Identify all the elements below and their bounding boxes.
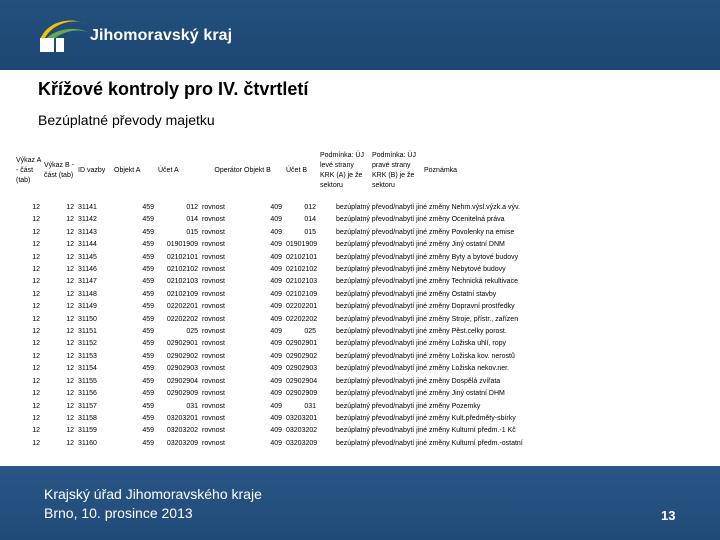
table-cell: 03203209 (166, 439, 198, 447)
table-cell: 02202202 (286, 315, 318, 323)
table-cell-note: bezúplatný převod/nabytí jiné změny Nebytové budovy (336, 266, 506, 274)
table-cell-note: bezúplatný převod/nabytí jiné změny Ložiska uhlí, ropy (336, 340, 507, 348)
table-row (14, 413, 704, 425)
table-cell: 459 (142, 266, 154, 274)
table-row (14, 214, 704, 226)
table-cell: 459 (142, 303, 154, 311)
table-cell: 015 (304, 228, 316, 236)
column-header: Účet B (286, 167, 308, 174)
table-cell-note: bezúplatný převod/nabytí jiné změny Povolenky na emise (336, 228, 515, 236)
table-cell-note: bezúplatný převod/nabytí jiné změny Ocenitelná práva (336, 216, 505, 224)
table-cell: 03203201 (286, 414, 318, 422)
table-row (14, 227, 704, 239)
column-header: Operátor (214, 167, 242, 174)
table-cell: 459 (142, 253, 154, 261)
table-cell: 12 (66, 439, 74, 447)
table-cell: 12 (32, 315, 40, 323)
table-cell: 31159 (78, 427, 97, 435)
table-cell: 409 (270, 377, 282, 385)
table-cell: 025 (186, 328, 198, 336)
table-cell-note: bezúplatný převod/nabytí jiné změny Kulturní předm.-1 Kč (336, 427, 516, 435)
table-cell: 02902904 (166, 377, 198, 385)
table-cell: 02902902 (286, 352, 318, 360)
table-cell: 02102102 (166, 266, 198, 274)
table-cell: 12 (32, 402, 40, 410)
table-cell: 459 (142, 290, 154, 298)
table-cell: 012 (304, 204, 316, 211)
table-cell: 409 (270, 315, 282, 323)
table-cell: 31142 (78, 216, 97, 224)
table-cell: rovnost (202, 216, 225, 224)
table-cell: 31153 (78, 352, 97, 360)
table-cell: 03203202 (286, 427, 318, 435)
table-cell: 12 (66, 315, 74, 323)
table-cell: 31152 (78, 340, 97, 348)
table-cell: 12 (66, 377, 74, 385)
table-cell: 31160 (78, 439, 97, 447)
table-cell-note: bezúplatný převod/nabytí jiné změny Byty a bytové budovy (336, 253, 519, 261)
table-cell: 12 (32, 328, 40, 336)
table-cell: 31157 (78, 402, 97, 410)
table-cell: 12 (32, 204, 40, 211)
table-row (14, 202, 704, 214)
table-cell: rovnost (202, 340, 225, 348)
table-cell: 12 (32, 303, 40, 311)
column-header: ID vazby (78, 167, 106, 174)
table-cell: 12 (66, 390, 74, 398)
table-cell: 459 (142, 241, 154, 249)
table-cell: 459 (142, 228, 154, 236)
table-cell: 459 (142, 352, 154, 360)
table-cell: 12 (32, 352, 40, 360)
table-cell: 31143 (78, 228, 97, 236)
table-cell: 409 (270, 390, 282, 398)
table-cell: 12 (32, 365, 40, 373)
table-cell: 31145 (78, 253, 97, 261)
table-cell: 459 (142, 278, 154, 286)
table-cell: 31154 (78, 365, 97, 373)
table-cell: 409 (270, 303, 282, 311)
table-cell: 02902909 (166, 390, 198, 398)
table-cell: 02102109 (286, 290, 318, 298)
table-cell: 02902901 (286, 340, 318, 348)
table-cell: 459 (142, 414, 154, 422)
column-header: Výkaz A - část (tab) (16, 157, 41, 184)
table-cell: 02202201 (166, 303, 198, 311)
table-cell: 014 (186, 216, 198, 224)
table-cell: rovnost (202, 290, 225, 298)
slide-subtitle: Bezúplatné převody majetku (38, 112, 215, 128)
column-header: Podmínka: ÚJ levé strany KRK (A) je že sektoru (320, 152, 364, 189)
table-cell-note: bezúplatný převod/nabytí jiné změny Stroje, přístr., zařízen (336, 315, 519, 323)
table-cell: 459 (142, 328, 154, 336)
table-row (14, 425, 704, 437)
table-cell: 12 (32, 290, 40, 298)
table-cell: 31156 (78, 390, 97, 398)
table-row (14, 351, 704, 363)
table-cell: rovnost (202, 439, 225, 447)
footer-bar (0, 466, 720, 540)
table-cell: 409 (270, 241, 282, 249)
table-cell: 02902903 (166, 365, 198, 373)
table-cell: 12 (32, 390, 40, 398)
table-cell: 12 (66, 414, 74, 422)
table-cell-note: bezúplatný převod/nabytí jiné změny Pozemky (336, 402, 481, 410)
table-cell: 12 (66, 328, 74, 336)
table-cell: 409 (270, 204, 282, 211)
table-cell: 12 (32, 427, 40, 435)
table-cell: 12 (32, 216, 40, 224)
table-cell: 02102109 (166, 290, 198, 298)
table-cell: 02902904 (286, 377, 318, 385)
column-header: Objekt B (244, 167, 271, 174)
column-header: Objekt A (114, 167, 141, 174)
footer-office: Krajský úřad Jihomoravského kraje (44, 486, 262, 502)
table-cell: 02102101 (286, 253, 318, 261)
table-cell: 12 (32, 340, 40, 348)
table-cell: 03203202 (166, 427, 198, 435)
table-row (14, 301, 704, 313)
table-cell: 409 (270, 228, 282, 236)
table-cell: 015 (186, 228, 198, 236)
table-cell: 459 (142, 427, 154, 435)
table-cell: 031 (304, 402, 316, 410)
table-cell: 31148 (78, 290, 97, 298)
table-cell: 03203209 (286, 439, 318, 447)
table-cell: 12 (32, 241, 40, 249)
table-cell: 409 (270, 352, 282, 360)
table-cell: rovnost (202, 328, 225, 336)
table-row (14, 326, 704, 338)
table-cell: 03203201 (166, 414, 198, 422)
cross-check-table (14, 140, 704, 450)
table-cell: rovnost (202, 241, 225, 249)
table-cell: 459 (142, 340, 154, 348)
table-cell: 409 (270, 266, 282, 274)
table-cell: 31144 (78, 241, 97, 249)
table-cell: 31149 (78, 303, 97, 311)
table-row (14, 289, 704, 301)
table-cell: 31155 (78, 377, 97, 385)
table-cell: 012 (186, 204, 198, 211)
table-cell: 02102102 (286, 266, 318, 274)
column-header: Poznámka (424, 167, 458, 174)
table-cell: 459 (142, 439, 154, 447)
table-cell-note: bezúplatný převod/nabytí jiné změny Kult.předměty-sbírky (336, 414, 516, 422)
table-row (14, 252, 704, 264)
table-cell: 31141 (78, 204, 97, 211)
table-row (14, 401, 704, 413)
table-cell: 12 (32, 228, 40, 236)
column-header: Podmínka: ÚJ pravé strany KRK (B) je že sektoru (372, 152, 416, 189)
table-cell: 12 (32, 414, 40, 422)
table-cell: 31150 (78, 315, 97, 323)
table-cell: 014 (304, 216, 316, 224)
table-cell: 409 (270, 340, 282, 348)
slide-title: Křížové kontroly pro IV. čtvrtletí (38, 79, 309, 99)
table-cell: 12 (32, 266, 40, 274)
table-cell: rovnost (202, 204, 225, 211)
table-cell: 12 (66, 402, 74, 410)
table-row (14, 388, 704, 400)
table-row (14, 264, 704, 276)
table-cell: 459 (142, 365, 154, 373)
table-cell: 02202201 (286, 303, 318, 311)
table-cell: rovnost (202, 315, 225, 323)
table-cell-note: bezúplatný převod/nabytí jiné změny Jiný ostatní DNM (336, 241, 505, 249)
table-row (14, 276, 704, 288)
table-cell: 12 (66, 241, 74, 249)
table-cell-note: bezúplatný převod/nabytí jiné změny Dospělá zvířata (336, 377, 501, 385)
table-cell: 12 (66, 352, 74, 360)
table-cell-note: bezúplatný převod/nabytí jiné změny Nehm.výsl.výzk.a výv. (336, 204, 520, 211)
table-cell: 459 (142, 204, 154, 211)
table-cell: 409 (270, 290, 282, 298)
table-cell-note: bezúplatný převod/nabytí jiné změny Technická rekultivace (336, 278, 518, 286)
table-cell: rovnost (202, 303, 225, 311)
table-cell: 02102103 (166, 278, 198, 286)
column-header: Účet A (158, 167, 179, 174)
table-cell-note: bezúplatný převod/nabytí jiné změny Ostatní stavby (336, 290, 497, 298)
table-cell: 409 (270, 427, 282, 435)
brand-name: Jihomoravský kraj (90, 27, 233, 44)
table-cell: 12 (66, 340, 74, 348)
table-cell: rovnost (202, 365, 225, 373)
table-cell: 01901909 (286, 241, 318, 249)
table-cell: 459 (142, 315, 154, 323)
table-cell: 12 (66, 253, 74, 261)
table-row (14, 438, 704, 450)
table-cell: 459 (142, 402, 154, 410)
table-cell: 12 (32, 439, 40, 447)
table-cell: rovnost (202, 414, 225, 422)
table-cell: 12 (66, 365, 74, 373)
table-cell-note: bezúplatný převod/nabytí jiné změny Dopravní prostředky (336, 303, 515, 311)
table-cell: 12 (66, 228, 74, 236)
table-row (14, 239, 704, 251)
table-cell: 12 (66, 278, 74, 286)
table-cell: 01901909 (166, 241, 198, 249)
table-row (14, 376, 704, 388)
table-cell: 02102101 (166, 253, 198, 261)
table-cell: 12 (66, 303, 74, 311)
table-cell: 12 (32, 278, 40, 286)
table-cell: 12 (66, 216, 74, 224)
table-cell: 02902909 (286, 390, 318, 398)
table-cell: 459 (142, 377, 154, 385)
table-cell: 409 (270, 402, 282, 410)
header-bar (0, 0, 720, 70)
table-cell: 409 (270, 253, 282, 261)
page-number: 13 (661, 508, 676, 523)
table-cell: rovnost (202, 390, 225, 398)
table-cell: 31146 (78, 266, 97, 274)
table-cell: 409 (270, 328, 282, 336)
table-cell: 409 (270, 439, 282, 447)
table-cell-note: bezúplatný převod/nabytí jiné změny Ložiska kov. nerostů (336, 352, 515, 360)
table-cell: 02902903 (286, 365, 318, 373)
table-cell-note: bezúplatný převod/nabytí jiné změny Pěst.celky porost. (336, 328, 507, 336)
table-cell: 02902902 (166, 352, 198, 360)
table-cell: 12 (66, 204, 74, 211)
table-cell: 02102103 (286, 278, 318, 286)
footer-date: Brno, 10. prosince 2013 (44, 505, 193, 521)
table-cell: 31158 (78, 414, 97, 422)
table-cell: rovnost (202, 427, 225, 435)
table-cell: rovnost (202, 352, 225, 360)
table-cell: rovnost (202, 253, 225, 261)
table-cell: 409 (270, 414, 282, 422)
table-cell: rovnost (202, 377, 225, 385)
table-cell: 459 (142, 216, 154, 224)
table-row (14, 363, 704, 375)
column-header: Výkaz B - část (tab) (44, 162, 74, 179)
table-header-row (14, 140, 704, 202)
table-cell: 025 (304, 328, 316, 336)
table-cell: 12 (32, 253, 40, 261)
table-cell-note: bezúplatný převod/nabytí jiné změny Kulturní předm.-ostatní (336, 439, 523, 447)
table-cell: 409 (270, 278, 282, 286)
table-cell: rovnost (202, 228, 225, 236)
table-row (14, 338, 704, 350)
table-cell: rovnost (202, 402, 225, 410)
table-row (14, 314, 704, 326)
table-cell: 12 (32, 377, 40, 385)
table-cell: 409 (270, 365, 282, 373)
table-cell: 12 (66, 427, 74, 435)
jihomoravsky-kraj-logo-icon (36, 14, 92, 54)
table-cell-note: bezúplatný převod/nabytí jiné změny Ložiska nekov.ner. (336, 365, 510, 373)
table-cell: 02202202 (166, 315, 198, 323)
table-cell: 031 (186, 402, 198, 410)
table-cell: 31151 (78, 328, 97, 336)
table-cell: 31147 (78, 278, 97, 286)
table-cell: 12 (66, 290, 74, 298)
table-cell: 12 (66, 266, 74, 274)
table-cell: 409 (270, 216, 282, 224)
table-cell: rovnost (202, 266, 225, 274)
table-cell-note: bezúplatný převod/nabytí jiné změny Jiný ostatní DHM (336, 390, 505, 398)
table-cell: 459 (142, 390, 154, 398)
table-cell: 02902901 (166, 340, 198, 348)
table-cell: rovnost (202, 278, 225, 286)
